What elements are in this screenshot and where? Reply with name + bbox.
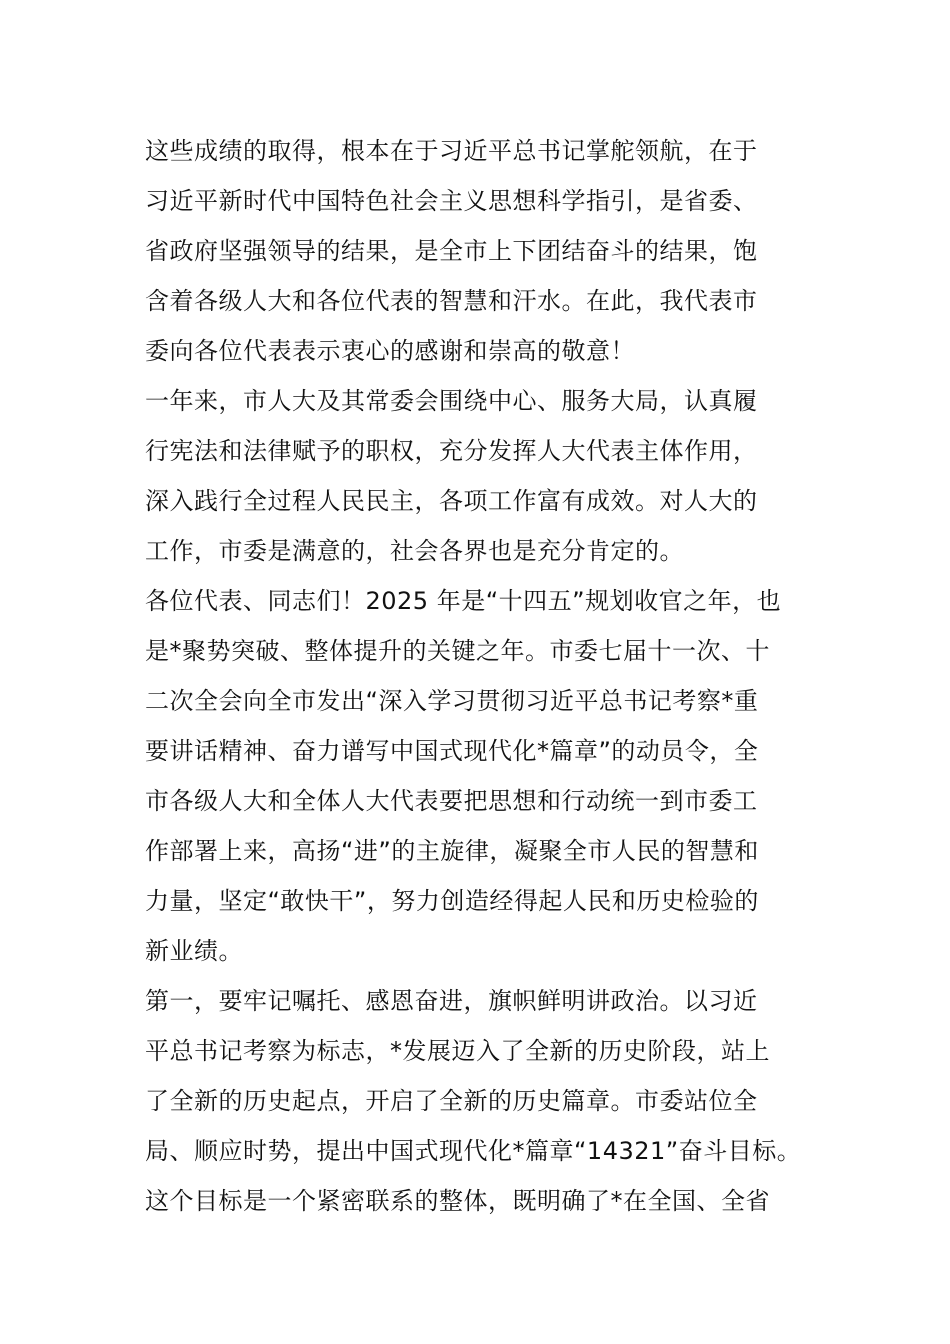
text-line: 一年来，市人大及其常委会围绕中心、服务大局，认真履 xyxy=(145,387,758,415)
text-line: 新业绩。 xyxy=(145,937,243,965)
text-line: 了全新的历史起点，开启了全新的历史篇章。市委站位全 xyxy=(145,1087,758,1115)
text-line: 行宪法和法律赋予的职权，充分发挥人大代表主体作用， xyxy=(145,437,758,465)
paragraph-achievements xyxy=(145,126,815,376)
text-line: 力量，坚定“敢快干”，努力创造经得起人民和历史检验的 xyxy=(145,887,759,915)
text-line: 局、顺应时势，提出中国式现代化*篇章“14321”奋斗目标。 xyxy=(145,1137,802,1165)
text-line: 二次全会向全市发出“深入学习贯彻习近平总书记考察*重 xyxy=(145,687,759,715)
paragraph-2025-goals xyxy=(145,576,815,976)
text-line: 各位代表、同志们！2025 年是“十四五”规划收官之年，也 xyxy=(145,587,782,615)
text-line: 习近平新时代中国特色社会主义思想科学指引，是省委、 xyxy=(145,187,758,215)
document-body xyxy=(145,126,815,1226)
text-line: 这些成绩的取得，根本在于习近平总书记掌舵领航，在于 xyxy=(145,137,758,165)
text-line: 这个目标是一个紧密联系的整体，既明确了*在全国、全省 xyxy=(145,1187,770,1215)
text-line: 作部署上来，高扬“进”的主旋律，凝聚全市人民的智慧和 xyxy=(145,837,759,865)
text-line: 第一，要牢记嘱托、感恩奋进，旗帜鲜明讲政治。以习近 xyxy=(145,987,758,1015)
text-line: 深入践行全过程人民民主，各项工作富有成效。对人大的 xyxy=(145,487,758,515)
text-line: 委向各位代表表示衷心的感谢和崇高的敬意！ xyxy=(145,337,635,365)
text-line: 省政府坚强领导的结果，是全市上下团结奋斗的结果，饱 xyxy=(145,237,758,265)
paragraph-first-point xyxy=(145,976,815,1226)
text-line: 市各级人大和全体人大代表要把思想和行动统一到市委工 xyxy=(145,787,758,815)
text-line: 是*聚势突破、整体提升的关键之年。市委七届十一次、十 xyxy=(145,637,770,665)
text-line: 含着各级人大和各位代表的智慧和汗水。在此，我代表市 xyxy=(145,287,758,315)
paragraph-year-review xyxy=(145,376,815,576)
text-line: 工作，市委是满意的，社会各界也是充分肯定的。 xyxy=(145,537,684,565)
text-line: 要讲话精神、奋力谱写中国式现代化*篇章”的动员令，全 xyxy=(145,737,759,765)
text-line: 平总书记考察为标志，*发展迈入了全新的历史阶段，站上 xyxy=(145,1037,770,1065)
